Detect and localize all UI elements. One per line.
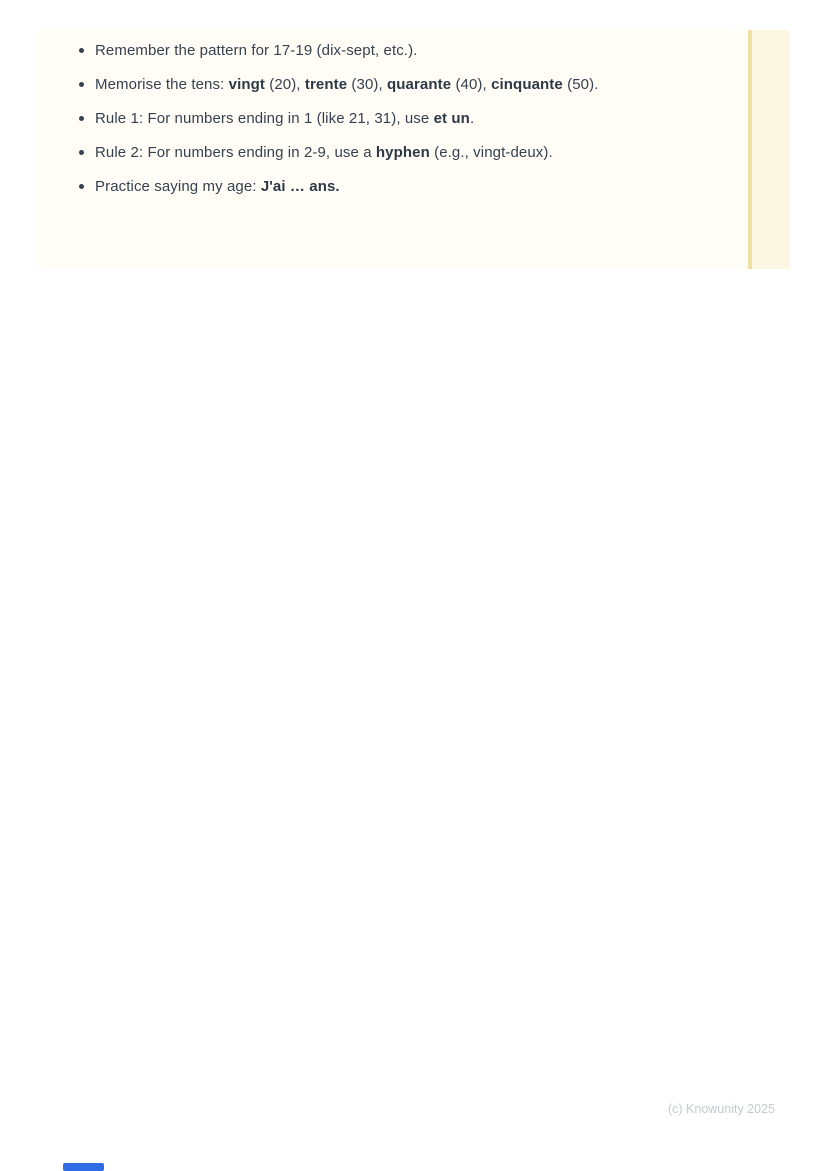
callout-right-strip bbox=[752, 30, 790, 269]
bullet-icon bbox=[79, 116, 84, 121]
list-item bbox=[38, 106, 610, 132]
list-item-text: Remember the pattern for 17-19 (dix-sept, etc.). bbox=[95, 42, 418, 59]
list-item bbox=[38, 140, 610, 166]
list-item-text: Practice saying my age: J'ai … ans. bbox=[95, 178, 340, 195]
bullet-icon bbox=[79, 48, 84, 53]
callout-list bbox=[38, 30, 790, 200]
blue-pen-stroke-annotation bbox=[63, 1163, 104, 1171]
bullet-icon bbox=[79, 150, 84, 155]
copyright-footer: (c) Knowunity 2025 bbox=[667, 1102, 775, 1116]
list-item-text: Rule 2: For numbers ending in 2-9, use a hyphen (e.g., vingt-deux). bbox=[95, 144, 553, 161]
list-item bbox=[38, 174, 610, 200]
summary-callout bbox=[38, 30, 790, 269]
list-item-text: Rule 1: For numbers ending in 1 (like 21, 31), use et un. bbox=[95, 110, 475, 127]
list-item-text: Memorise the tens: vingt (20), trente (30), quarante (40), cinquante (50). bbox=[95, 76, 599, 93]
bullet-icon bbox=[79, 82, 84, 87]
bullet-icon bbox=[79, 184, 84, 189]
list-item bbox=[38, 72, 610, 98]
list-item bbox=[38, 38, 610, 64]
